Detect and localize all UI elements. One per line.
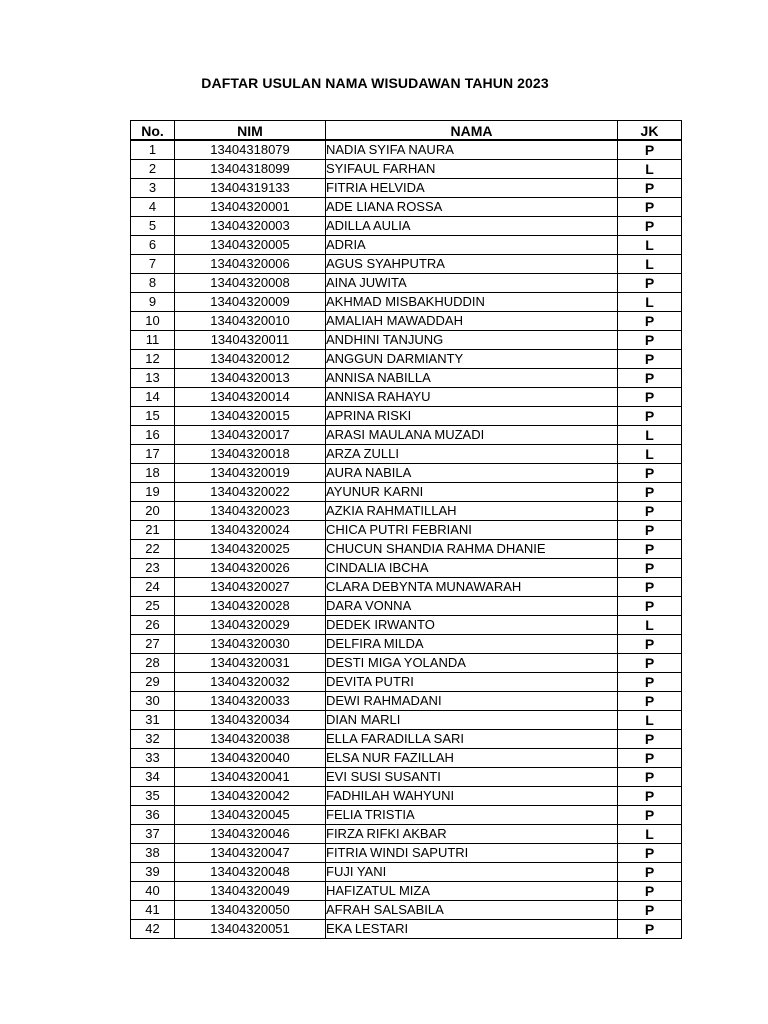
table-row <box>131 388 682 407</box>
cell-nama: FELIA TRISTIA <box>326 806 618 825</box>
cell-no: 20 <box>131 502 175 521</box>
cell-nim: 13404320041 <box>175 768 326 787</box>
table-row <box>131 692 682 711</box>
cell-nama: AKHMAD MISBAKHUDDIN <box>326 293 618 312</box>
cell-no: 39 <box>131 863 175 882</box>
table-row <box>131 806 682 825</box>
cell-nama: DEVITA PUTRI <box>326 673 618 692</box>
cell-jk: P <box>618 464 682 483</box>
cell-no: 5 <box>131 217 175 236</box>
table-row <box>131 502 682 521</box>
cell-nim: 13404320024 <box>175 521 326 540</box>
table-row <box>131 730 682 749</box>
cell-no: 16 <box>131 426 175 445</box>
table-row <box>131 407 682 426</box>
cell-nim: 13404320051 <box>175 920 326 939</box>
cell-nama: AMALIAH MAWADDAH <box>326 312 618 331</box>
cell-jk: L <box>618 426 682 445</box>
cell-nama: CHICA PUTRI FEBRIANI <box>326 521 618 540</box>
cell-nama: ANNISA NABILLA <box>326 369 618 388</box>
cell-nama: ANDHINI TANJUNG <box>326 331 618 350</box>
cell-jk: L <box>618 711 682 730</box>
cell-no: 36 <box>131 806 175 825</box>
cell-nama: FITRIA HELVIDA <box>326 179 618 198</box>
cell-no: 17 <box>131 445 175 464</box>
cell-jk: P <box>618 140 682 160</box>
cell-no: 12 <box>131 350 175 369</box>
cell-nim: 13404320010 <box>175 312 326 331</box>
cell-nim: 13404320038 <box>175 730 326 749</box>
table-row <box>131 293 682 312</box>
table-row <box>131 673 682 692</box>
cell-nama: CINDALIA IBCHA <box>326 559 618 578</box>
cell-jk: L <box>618 236 682 255</box>
cell-no: 37 <box>131 825 175 844</box>
table-row <box>131 140 682 160</box>
table-row <box>131 711 682 730</box>
cell-nim: 13404320006 <box>175 255 326 274</box>
cell-nim: 13404320019 <box>175 464 326 483</box>
cell-nama: CHUCUN SHANDIA RAHMA DHANIE <box>326 540 618 559</box>
cell-nama: ARASI MAULANA MUZADI <box>326 426 618 445</box>
cell-jk: P <box>618 502 682 521</box>
cell-nama: DEWI RAHMADANI <box>326 692 618 711</box>
document-title: DAFTAR USULAN NAMA WISUDAWAN TAHUN 2023 <box>201 75 549 91</box>
table-row <box>131 749 682 768</box>
cell-nama: FADHILAH WAHYUNI <box>326 787 618 806</box>
cell-no: 14 <box>131 388 175 407</box>
header-jk: JK <box>618 121 682 141</box>
cell-no: 8 <box>131 274 175 293</box>
cell-jk: L <box>618 293 682 312</box>
cell-nim: 13404320022 <box>175 483 326 502</box>
cell-no: 15 <box>131 407 175 426</box>
cell-no: 11 <box>131 331 175 350</box>
cell-nim: 13404320045 <box>175 806 326 825</box>
cell-no: 41 <box>131 901 175 920</box>
cell-jk: P <box>618 787 682 806</box>
cell-nama: HAFIZATUL MIZA <box>326 882 618 901</box>
cell-nama: FITRIA WINDI SAPUTRI <box>326 844 618 863</box>
cell-nama: DELFIRA MILDA <box>326 635 618 654</box>
cell-nim: 13404320015 <box>175 407 326 426</box>
cell-jk: P <box>618 350 682 369</box>
cell-jk: P <box>618 635 682 654</box>
cell-nama: EKA LESTARI <box>326 920 618 939</box>
cell-nama: ELSA NUR FAZILLAH <box>326 749 618 768</box>
header-nama: NAMA <box>326 121 618 141</box>
cell-nama: DARA VONNA <box>326 597 618 616</box>
cell-no: 30 <box>131 692 175 711</box>
cell-nama: ANNISA RAHAYU <box>326 388 618 407</box>
cell-nama: ADE LIANA ROSSA <box>326 198 618 217</box>
header-no: No. <box>131 121 175 141</box>
cell-no: 29 <box>131 673 175 692</box>
cell-nama: NADIA SYIFA NAURA <box>326 140 618 160</box>
cell-jk: L <box>618 445 682 464</box>
cell-nama: CLARA DEBYNTA MUNAWARAH <box>326 578 618 597</box>
cell-nama: ADILLA AULIA <box>326 217 618 236</box>
cell-jk: P <box>618 882 682 901</box>
cell-jk: P <box>618 483 682 502</box>
cell-nim: 13404320032 <box>175 673 326 692</box>
cell-no: 19 <box>131 483 175 502</box>
cell-no: 32 <box>131 730 175 749</box>
cell-nim: 13404320017 <box>175 426 326 445</box>
cell-nim: 13404320040 <box>175 749 326 768</box>
table-row <box>131 768 682 787</box>
cell-no: 13 <box>131 369 175 388</box>
cell-no: 18 <box>131 464 175 483</box>
cell-jk: P <box>618 863 682 882</box>
cell-nama: APRINA RISKI <box>326 407 618 426</box>
cell-no: 38 <box>131 844 175 863</box>
cell-jk: L <box>618 160 682 179</box>
cell-nama: AZKIA RAHMATILLAH <box>326 502 618 521</box>
table-row <box>131 920 682 939</box>
cell-jk: P <box>618 274 682 293</box>
cell-nim: 13404320025 <box>175 540 326 559</box>
cell-no: 33 <box>131 749 175 768</box>
cell-nim: 13404320005 <box>175 236 326 255</box>
cell-nama: AFRAH SALSABILA <box>326 901 618 920</box>
cell-jk: P <box>618 920 682 939</box>
table-row <box>131 350 682 369</box>
table-row <box>131 445 682 464</box>
cell-jk: P <box>618 749 682 768</box>
cell-jk: P <box>618 692 682 711</box>
cell-no: 28 <box>131 654 175 673</box>
cell-jk: P <box>618 198 682 217</box>
table-body <box>131 140 682 939</box>
cell-nim: 13404320030 <box>175 635 326 654</box>
table-row <box>131 597 682 616</box>
cell-jk: P <box>618 730 682 749</box>
cell-nama: ANGGUN DARMIANTY <box>326 350 618 369</box>
cell-jk: P <box>618 673 682 692</box>
cell-jk: P <box>618 806 682 825</box>
cell-nama: FUJI YANI <box>326 863 618 882</box>
cell-nim: 13404320033 <box>175 692 326 711</box>
cell-nim: 13404320048 <box>175 863 326 882</box>
table-row <box>131 483 682 502</box>
table-row <box>131 825 682 844</box>
cell-no: 34 <box>131 768 175 787</box>
cell-nim: 13404320050 <box>175 901 326 920</box>
cell-no: 22 <box>131 540 175 559</box>
table-row <box>131 198 682 217</box>
cell-nama: ELLA FARADILLA SARI <box>326 730 618 749</box>
cell-nim: 13404318099 <box>175 160 326 179</box>
cell-no: 21 <box>131 521 175 540</box>
table-row <box>131 426 682 445</box>
cell-jk: P <box>618 559 682 578</box>
cell-no: 26 <box>131 616 175 635</box>
table-header-row <box>131 121 682 141</box>
table-row <box>131 217 682 236</box>
cell-no: 23 <box>131 559 175 578</box>
table-row <box>131 540 682 559</box>
cell-nama: ARZA ZULLI <box>326 445 618 464</box>
cell-nama: DESTI MIGA YOLANDA <box>326 654 618 673</box>
cell-no: 42 <box>131 920 175 939</box>
cell-nama: AGUS SYAHPUTRA <box>326 255 618 274</box>
cell-jk: P <box>618 578 682 597</box>
cell-no: 35 <box>131 787 175 806</box>
table-row <box>131 844 682 863</box>
cell-no: 27 <box>131 635 175 654</box>
cell-nim: 13404319133 <box>175 179 326 198</box>
cell-no: 24 <box>131 578 175 597</box>
cell-no: 6 <box>131 236 175 255</box>
table-row <box>131 331 682 350</box>
cell-nama: DIAN MARLI <box>326 711 618 730</box>
cell-jk: P <box>618 179 682 198</box>
table-row <box>131 578 682 597</box>
cell-nim: 13404320012 <box>175 350 326 369</box>
cell-no: 31 <box>131 711 175 730</box>
cell-jk: P <box>618 388 682 407</box>
table-row <box>131 882 682 901</box>
cell-nama: SYIFAUL FARHAN <box>326 160 618 179</box>
cell-nim: 13404320031 <box>175 654 326 673</box>
table-row <box>131 369 682 388</box>
cell-no: 2 <box>131 160 175 179</box>
cell-nama: EVI SUSI SUSANTI <box>326 768 618 787</box>
cell-no: 25 <box>131 597 175 616</box>
cell-jk: P <box>618 407 682 426</box>
cell-jk: P <box>618 654 682 673</box>
cell-nim: 13404320013 <box>175 369 326 388</box>
cell-nim: 13404320047 <box>175 844 326 863</box>
table-row <box>131 559 682 578</box>
cell-nama: AINA JUWITA <box>326 274 618 293</box>
cell-jk: L <box>618 616 682 635</box>
table-row <box>131 616 682 635</box>
table-row <box>131 464 682 483</box>
cell-nim: 13404320009 <box>175 293 326 312</box>
table-row <box>131 255 682 274</box>
cell-nim: 13404320027 <box>175 578 326 597</box>
table-row <box>131 236 682 255</box>
header-nim: NIM <box>175 121 326 141</box>
table-row <box>131 160 682 179</box>
cell-nim: 13404320049 <box>175 882 326 901</box>
table-row <box>131 654 682 673</box>
cell-nim: 13404320026 <box>175 559 326 578</box>
cell-nim: 13404320046 <box>175 825 326 844</box>
cell-jk: L <box>618 255 682 274</box>
cell-no: 7 <box>131 255 175 274</box>
table-row <box>131 521 682 540</box>
cell-no: 40 <box>131 882 175 901</box>
cell-no: 4 <box>131 198 175 217</box>
cell-no: 1 <box>131 140 175 160</box>
cell-nim: 13404320008 <box>175 274 326 293</box>
cell-nim: 13404320001 <box>175 198 326 217</box>
cell-jk: P <box>618 540 682 559</box>
cell-jk: L <box>618 825 682 844</box>
cell-nim: 13404320029 <box>175 616 326 635</box>
cell-nim: 13404320014 <box>175 388 326 407</box>
table-row <box>131 901 682 920</box>
cell-nim: 13404320018 <box>175 445 326 464</box>
table-row <box>131 863 682 882</box>
cell-no: 3 <box>131 179 175 198</box>
table-row <box>131 312 682 331</box>
cell-nama: AYUNUR KARNI <box>326 483 618 502</box>
cell-nama: FIRZA RIFKI AKBAR <box>326 825 618 844</box>
cell-jk: P <box>618 768 682 787</box>
graduate-table <box>130 120 682 939</box>
cell-jk: P <box>618 331 682 350</box>
cell-jk: P <box>618 901 682 920</box>
cell-nim: 13404318079 <box>175 140 326 160</box>
cell-jk: P <box>618 844 682 863</box>
cell-jk: P <box>618 369 682 388</box>
cell-nim: 13404320042 <box>175 787 326 806</box>
cell-jk: P <box>618 312 682 331</box>
cell-nama: DEDEK IRWANTO <box>326 616 618 635</box>
cell-jk: P <box>618 597 682 616</box>
table-row <box>131 787 682 806</box>
cell-nim: 13404320003 <box>175 217 326 236</box>
cell-nim: 13404320011 <box>175 331 326 350</box>
cell-nama: AURA NABILA <box>326 464 618 483</box>
cell-nim: 13404320023 <box>175 502 326 521</box>
cell-no: 9 <box>131 293 175 312</box>
table-row <box>131 635 682 654</box>
cell-jk: P <box>618 217 682 236</box>
table-row <box>131 179 682 198</box>
cell-nim: 13404320028 <box>175 597 326 616</box>
cell-nim: 13404320034 <box>175 711 326 730</box>
table-row <box>131 274 682 293</box>
cell-no: 10 <box>131 312 175 331</box>
cell-nama: ADRIA <box>326 236 618 255</box>
cell-jk: P <box>618 521 682 540</box>
